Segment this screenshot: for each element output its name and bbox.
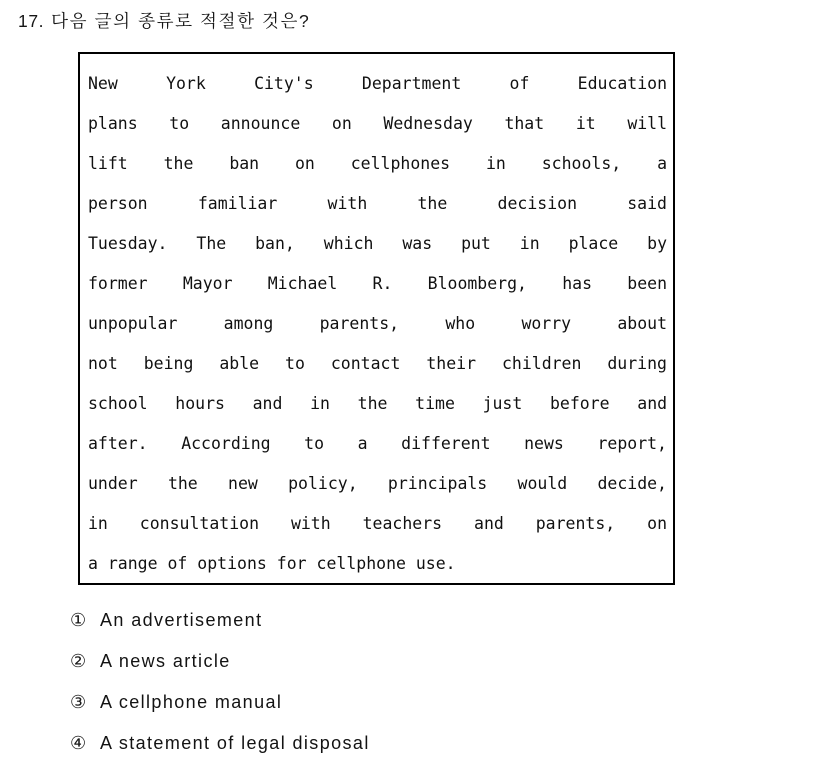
choice-label: An advertisement	[100, 610, 263, 630]
passage-line: under the new policy, principals would decide,	[88, 474, 667, 493]
passage-line: in consultation with teachers and parents, on	[88, 514, 667, 533]
passage-line: unpopular among parents, who worry about	[88, 314, 667, 333]
choice-marker-icon: ③	[70, 692, 87, 712]
choice-marker-icon: ①	[70, 610, 87, 630]
answer-choice-1[interactable]	[70, 600, 810, 641]
question-header	[18, 6, 808, 36]
choice-label: A statement of legal disposal	[100, 733, 370, 753]
passage-line: not being able to contact their children during	[88, 354, 667, 373]
passage-line: after. According to a different news report,	[88, 434, 667, 453]
choice-marker-icon: ②	[70, 651, 87, 671]
passage-text	[88, 64, 667, 584]
passage-line: a range of options for cellphone use.	[88, 554, 456, 573]
passage-box	[78, 52, 675, 585]
choice-marker-icon: ④	[70, 733, 87, 753]
passage-line: New York City's Department of Education	[88, 74, 667, 93]
passage-line: lift the ban on cellphones in schools, a	[88, 154, 667, 173]
answer-choices-list	[70, 600, 810, 764]
question-prompt: 다음 글의 종류로 적절한 것은?	[51, 11, 311, 31]
passage-line: Tuesday. The ban, which was put in place by	[88, 234, 667, 253]
answer-choice-2[interactable]	[70, 641, 810, 682]
choice-label: A news article	[100, 651, 231, 671]
answer-choice-3[interactable]	[70, 682, 810, 723]
choice-label: A cellphone manual	[100, 692, 283, 712]
passage-line: plans to announce on Wednesday that it will	[88, 114, 667, 133]
passage-line: former Mayor Michael R. Bloomberg, has been	[88, 274, 667, 293]
answer-choice-4[interactable]	[70, 723, 810, 764]
passage-line: person familiar with the decision said	[88, 194, 667, 213]
question-number: 17.	[18, 11, 45, 31]
passage-line: school hours and in the time just before and	[88, 394, 667, 413]
